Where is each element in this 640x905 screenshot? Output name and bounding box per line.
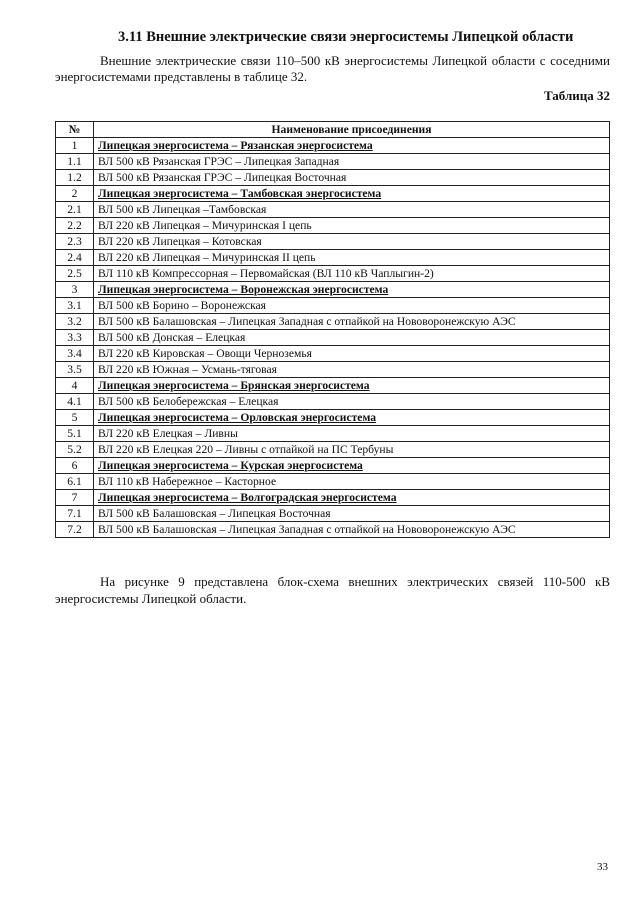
row-name: ВЛ 220 кВ Липецкая – Котовская — [94, 234, 610, 250]
table-group-row — [56, 458, 610, 474]
table-row — [56, 474, 610, 490]
row-number: 1 — [56, 138, 94, 154]
table-body — [56, 138, 610, 538]
row-name: ВЛ 110 кВ Набережное – Касторное — [94, 474, 610, 490]
row-name: ВЛ 500 кВ Балашовская – Липецкая Восточная — [94, 506, 610, 522]
table-row — [56, 330, 610, 346]
section-title: 3.11 Внешние электрические связи энергосистемы Липецкой области — [118, 29, 574, 45]
row-name: ВЛ 220 кВ Липецкая – Мичуринская I цепь — [94, 218, 610, 234]
row-name: Липецкая энергосистема – Орловская энергосистема — [94, 410, 610, 426]
table-group-row — [56, 378, 610, 394]
row-name: Липецкая энергосистема – Рязанская энергосистема — [94, 138, 610, 154]
table-group-row — [56, 282, 610, 298]
table-row — [56, 170, 610, 186]
table-row — [56, 218, 610, 234]
row-number: 6.1 — [56, 474, 94, 490]
row-number: 3.2 — [56, 314, 94, 330]
row-name: Липецкая энергосистема – Волгоградская энергосистема — [94, 490, 610, 506]
row-number: 3.1 — [56, 298, 94, 314]
table-group-row — [56, 410, 610, 426]
connections-table — [55, 121, 610, 538]
table-row — [56, 362, 610, 378]
row-number: 2.3 — [56, 234, 94, 250]
row-number: 7.2 — [56, 522, 94, 538]
row-name: ВЛ 500 кВ Донская – Елецкая — [94, 330, 610, 346]
row-name: ВЛ 220 кВ Южная – Усмань-тяговая — [94, 362, 610, 378]
row-name: ВЛ 110 кВ Компрессорная – Первомайская (ВЛ 110 кВ Чаплыгин-2) — [94, 266, 610, 282]
row-number: 3 — [56, 282, 94, 298]
row-number: 4.1 — [56, 394, 94, 410]
table-row — [56, 442, 610, 458]
table-group-row — [56, 138, 610, 154]
row-name: ВЛ 220 кВ Елецкая 220 – Ливны с отпайкой на ПС Тербуны — [94, 442, 610, 458]
table-row — [56, 298, 610, 314]
row-name: ВЛ 220 кВ Кировская – Овощи Черноземья — [94, 346, 610, 362]
table-row — [56, 394, 610, 410]
table-row — [56, 314, 610, 330]
row-number: 3.5 — [56, 362, 94, 378]
table-row — [56, 522, 610, 538]
table-header-row — [56, 122, 610, 138]
row-name: ВЛ 500 кВ Балашовская – Липецкая Западная с отпайкой на Нововоронежскую АЭС — [94, 314, 610, 330]
table-row — [56, 250, 610, 266]
header-name: Наименование присоединения — [94, 122, 610, 138]
row-number: 1.2 — [56, 170, 94, 186]
closing-paragraph: На рисунке 9 представлена блок-схема внешних электрических связей 110-500 кВ энергосистемы Липецкой области. — [55, 574, 610, 606]
row-number: 5.2 — [56, 442, 94, 458]
row-name: ВЛ 220 кВ Липецкая – Мичуринская II цепь — [94, 250, 610, 266]
page-number: 33 — [597, 861, 608, 873]
row-number: 2.2 — [56, 218, 94, 234]
row-name: ВЛ 500 кВ Борино – Воронежская — [94, 298, 610, 314]
row-number: 7.1 — [56, 506, 94, 522]
table-caption: Таблица 32 — [543, 88, 610, 103]
table-row — [56, 234, 610, 250]
row-number: 5.1 — [56, 426, 94, 442]
row-name: ВЛ 500 кВ Балашовская – Липецкая Западная с отпайкой на Нововоронежскую АЭС — [94, 522, 610, 538]
row-name: Липецкая энергосистема – Тамбовская энергосистема — [94, 186, 610, 202]
row-name: Липецкая энергосистема – Курская энергосистема — [94, 458, 610, 474]
table-group-row — [56, 186, 610, 202]
row-number: 6 — [56, 458, 94, 474]
row-number: 5 — [56, 410, 94, 426]
header-num: № — [56, 122, 94, 138]
table-row — [56, 154, 610, 170]
row-name: ВЛ 500 кВ Рязанская ГРЭС – Липецкая Восточная — [94, 170, 610, 186]
row-name: ВЛ 500 кВ Белобережская – Елецкая — [94, 394, 610, 410]
row-number: 2.5 — [56, 266, 94, 282]
table-row — [56, 202, 610, 218]
table-group-row — [56, 490, 610, 506]
table-row — [56, 426, 610, 442]
row-number: 2 — [56, 186, 94, 202]
row-number: 3.3 — [56, 330, 94, 346]
intro-paragraph: Внешние электрические связи 110–500 кВ энергосистемы Липецкой области с соседними энергосистемами представлены в таблице 32. — [55, 53, 610, 84]
table-row — [56, 506, 610, 522]
row-name: ВЛ 500 кВ Липецкая –Тамбовская — [94, 202, 610, 218]
row-number: 7 — [56, 490, 94, 506]
row-name: ВЛ 500 кВ Рязанская ГРЭС – Липецкая Западная — [94, 154, 610, 170]
row-number: 2.1 — [56, 202, 94, 218]
table-row — [56, 346, 610, 362]
row-name: ВЛ 220 кВ Елецкая – Ливны — [94, 426, 610, 442]
row-number: 3.4 — [56, 346, 94, 362]
row-number: 4 — [56, 378, 94, 394]
row-number: 1.1 — [56, 154, 94, 170]
row-number: 2.4 — [56, 250, 94, 266]
table-row — [56, 266, 610, 282]
row-name: Липецкая энергосистема – Брянская энергосистема — [94, 378, 610, 394]
row-name: Липецкая энергосистема – Воронежская энергосистема — [94, 282, 610, 298]
